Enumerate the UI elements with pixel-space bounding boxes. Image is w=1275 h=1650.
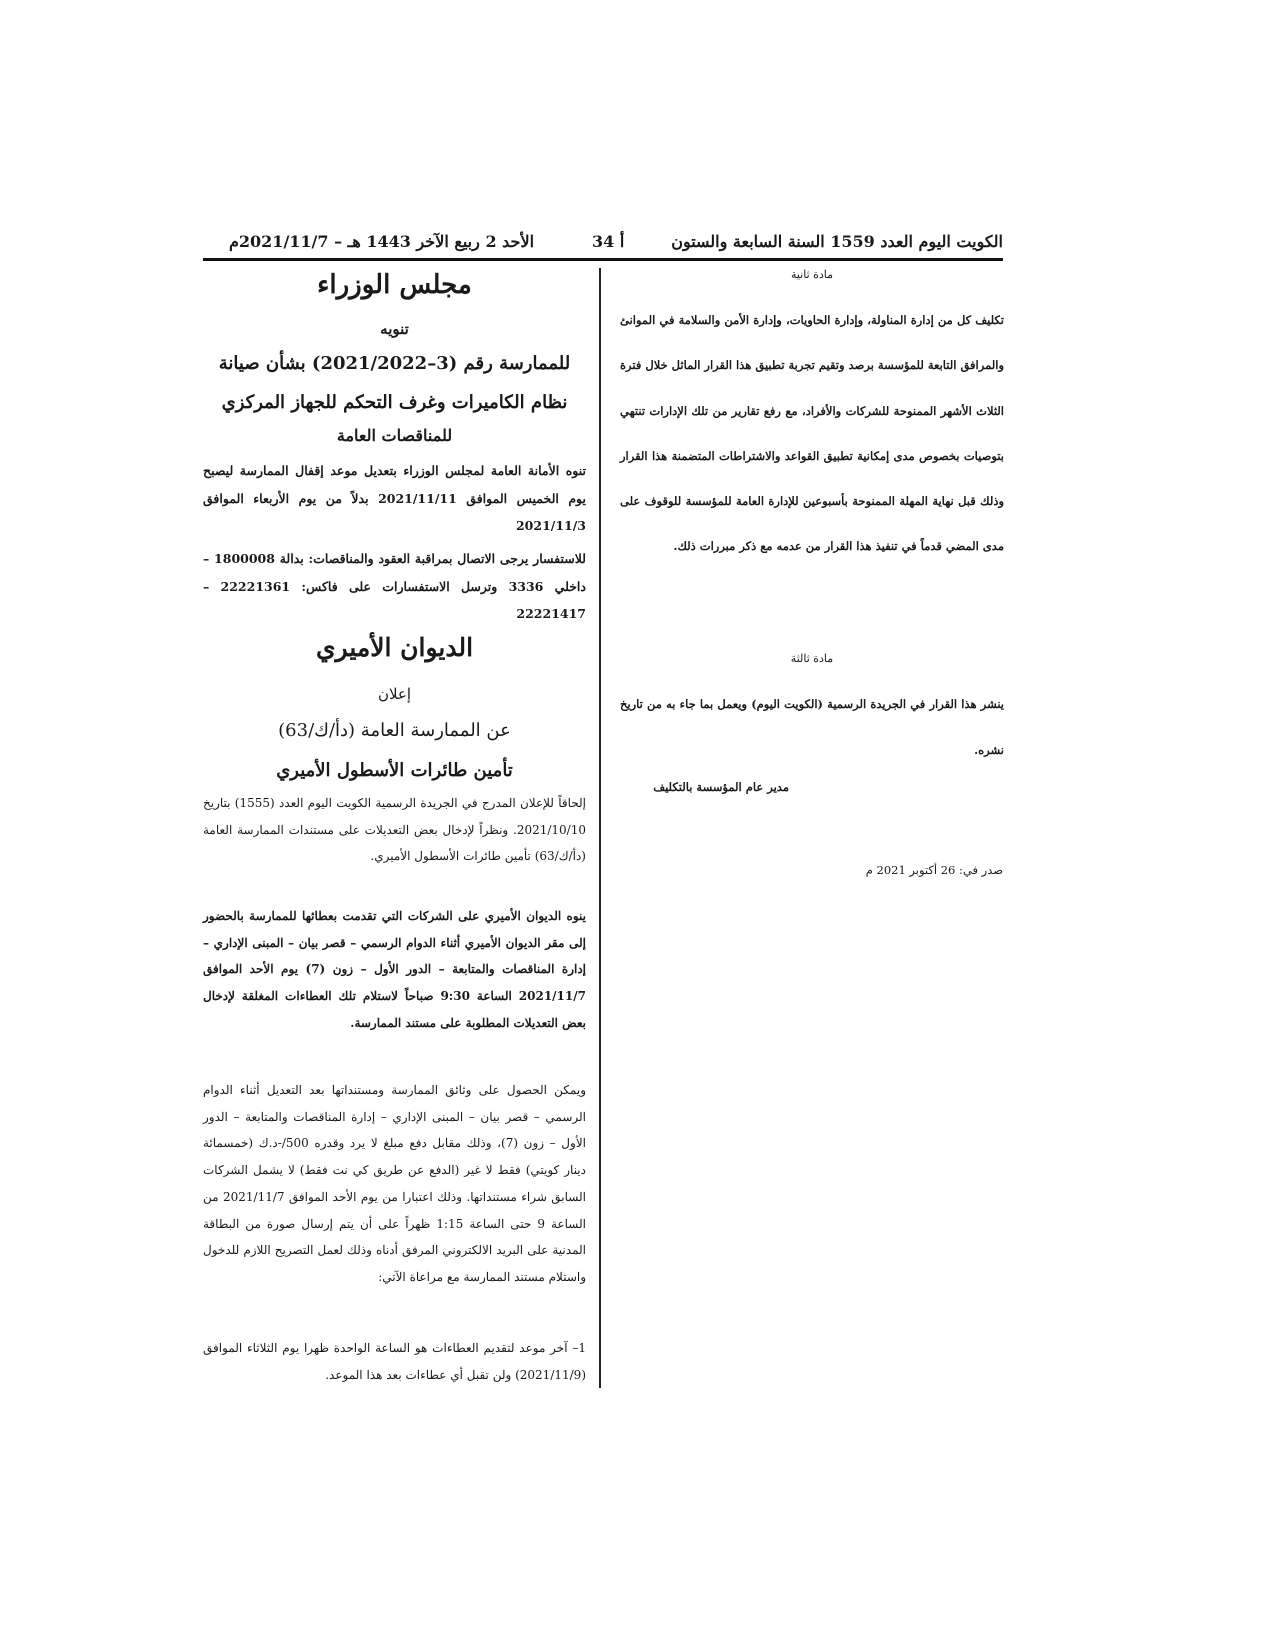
council-title: مجلس الوزراء	[317, 270, 472, 300]
header-date: الأحد 2 ربيع الآخر 1443 هـ – 2021/11/7م	[229, 232, 535, 251]
tender-heading: عن الممارسة العامة (دأ/ك/63)	[278, 720, 511, 741]
paragraph-3: ويمكن الحصول على وثائق الممارسة ومستنداتها بعد التعديل أثناء الدوام الرسمي – قصر بيان – المبنى الإداري – إدارة المناقصات والمتابعة – الدور الأول – زون (7)، وذلك مقابل دفع مبلغ لا يرد وقدره 500/-د.ك (خمسمائة دينار كويتي) فقط لا غير (الدفع عن طريق كي نت فقط) لا يشمل الشركات السابق شراء مستنداتها. وذلك اعتبارا من يوم الأحد الموافق 2021/11/7 من الساعة 9 حتى الساعة 1:15 ظهراً على أن يتم إرسال صورة من البطاقة المدنية على البريد الالكتروني المرفق أدناه وذلك لعمل التصريح اللازم للدخول واستلام مستند الممارسة مع مراعاة الآتي:	[203, 1083, 587, 1284]
signature: مدير عام المؤسسة بالتكليف	[653, 780, 789, 794]
paragraph-1: إلحاقاً للإعلان المدرج في الجريدة الرسمية الكويت اليوم العدد (1555) بتاريخ 2021/10/10. ونظراً لإدخال بعض التعديلات على مستندات الممارسة العامة (دأ/ك/63) تأمين طائرات الأسطول الأميري.	[203, 796, 587, 864]
paragraph-2: ينوه الديوان الأميري على الشركات التي تقدمت بعطائها للممارسة بالحضور إلى مقر الديوان الأميري أثناء الدوام الرسمي – قصر بيان – المبنى الإداري – إدارة المناقصات والمتابعة – الدور الأول – زون (7) يوم الأحد الموافق 2021/11/7 الساعة 9:30 صباحاً لاستلام تلك العطاءات المغلقة لإدخال بعض التعديلات المطلوبة على مستند الممارسة.	[203, 909, 586, 1030]
header-issue-info: الكويت اليوم العدد 1559 السنة السابعة والستون	[671, 232, 1003, 251]
notice-heading-1: للممارسة رقم (3–2021/2022) بشأن صيانة	[218, 353, 571, 374]
list-item-1: 1– آخر موعد لتقديم العطاءات هو الساعة الواحدة ظهرا يوم الثلاثاء الموافق (2021/11/9) ولن تقبل أي عطاءات بعد هذا الموعد.	[203, 1341, 586, 1382]
tender-subject: تأمين طائرات الأسطول الأميري	[276, 760, 513, 781]
notice-heading-3: للمناقصات العامة	[336, 426, 453, 445]
article-2-title: مادة ثانية	[790, 268, 834, 281]
announcement-label: إعلان	[377, 685, 412, 703]
article-3-text: ينشر هذا القرار في الجريدة الرسمية (الكويت اليوم) ويعمل بما جاء به من تاريخ نشره.	[620, 697, 1004, 757]
header-page-number: أ 34	[592, 232, 625, 251]
notice-text: تنوه الأمانة العامة لمجلس الوزراء بتعديل موعد إقفال الممارسة ليصبح يوم الخميس الموافق 2021/11/11 بدلاً من يوم الأربعاء الموافق 2021/11/3	[203, 463, 586, 533]
article-2-text: تكليف كل من إدارة المناولة، وإدارة الحاويات، وإدارة الأمن والسلامة في الموانئ والمرافق التابعة للمؤسسة برصد وتقيم تجربة تطبيق هذا القرار الماثل خلال فترة الثلاث الأشهر الممنوحة للشركات والأفراد، مع رفع تقارير من تلك الإدارات تنتهي بتوصيات بخصوص مدى إمكانية تطبيق القواعد والاشتراطات المتضمنة هذا القرار وذلك قبل نهاية المهلة الممنوحة بأسبوعين للإدارة العامة للمؤسسة للوقوف على مدى المضي قدماً في تنفيذ هذا القرار من عدمه مع ذكر مبررات ذلك.	[620, 313, 1004, 554]
column-divider	[599, 268, 601, 1388]
article-3-title: مادة ثالثة	[790, 652, 834, 665]
notice-contact: للاستفسار يرجى الاتصال بمراقبة العقود والمناقصات: بدالة 1800008 – داخلي 3336 وترسل الاستفسارات على فاكس: 22221361 – 22221417	[203, 551, 586, 621]
header-rule	[203, 258, 1003, 261]
diwan-title: الديوان الأميري	[315, 633, 474, 662]
issue-date: صدر في: 26 أكتوبر 2021 م	[865, 863, 1003, 877]
notice-label: تنويه	[380, 320, 409, 338]
notice-heading-2: نظام الكاميرات وغرف التحكم للجهاز المركزي	[221, 392, 568, 413]
